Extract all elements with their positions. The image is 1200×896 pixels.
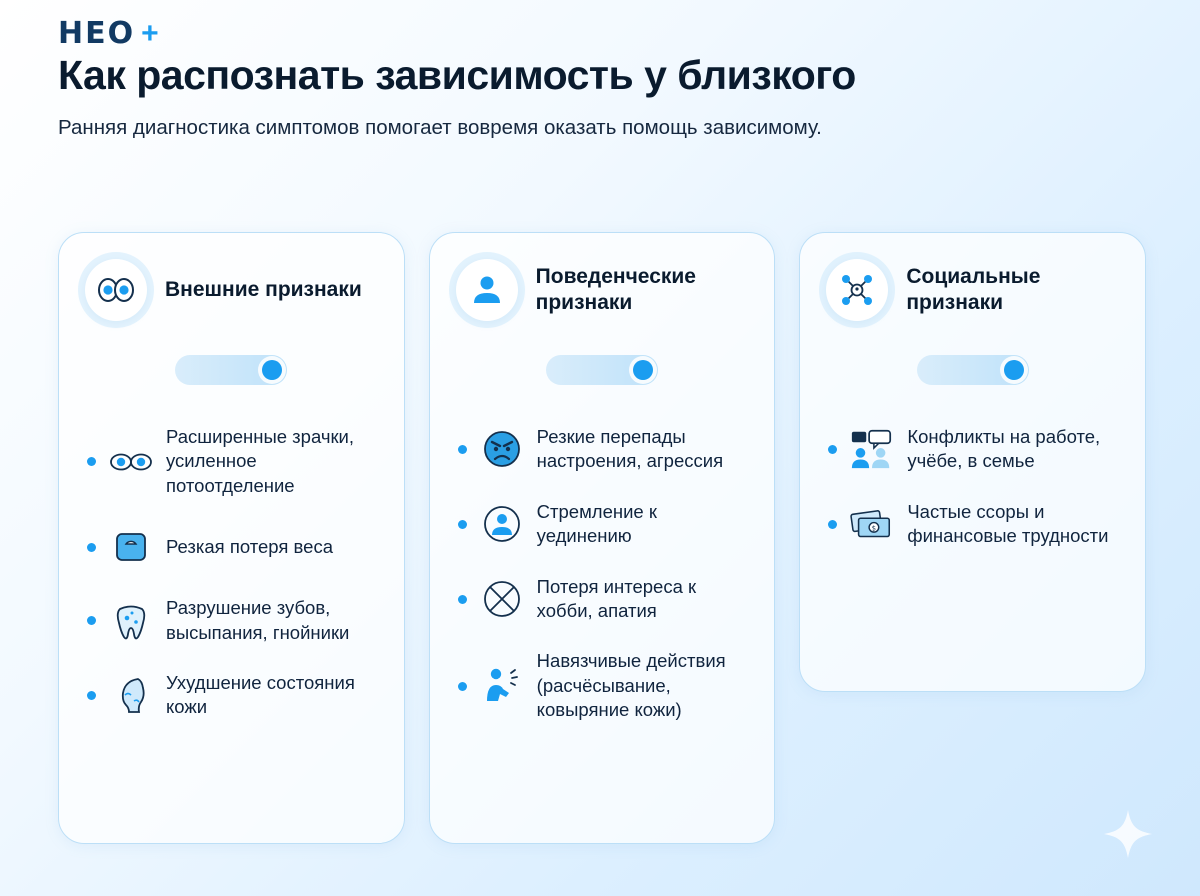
progress-toggle[interactable] [917, 355, 1029, 385]
page-subtitle: Ранняя диагностика симптомов помогает вовремя оказать помощь зависимому. [58, 116, 822, 140]
face-skin-icon [108, 672, 154, 718]
list-item [456, 649, 749, 722]
sparkle-icon [1102, 808, 1154, 860]
decayed-tooth-icon [108, 598, 154, 644]
bullet-icon [87, 691, 96, 700]
card-header [826, 259, 1119, 321]
bullet-icon [458, 520, 467, 529]
card-external-signs [58, 232, 405, 844]
bullet-icon [458, 595, 467, 604]
list-item-text: Разрушение зубов, высыпания, гнойники [166, 597, 350, 643]
card-header [85, 259, 378, 321]
toggle-row [456, 355, 749, 385]
signs-list [826, 425, 1119, 549]
list-item [826, 425, 1119, 474]
list-item-text: Ухудшение состояния кожи [166, 672, 355, 718]
brand-name: HEO [58, 16, 136, 51]
list-item [85, 524, 378, 570]
brand-logo [58, 16, 159, 51]
page-header [58, 52, 1158, 143]
bullet-icon [828, 445, 837, 454]
list-item-text: Конфликты на работе, учёбе, в семье [907, 426, 1101, 472]
card-header [456, 259, 749, 321]
money-icon [849, 501, 895, 547]
svg-text:$: $ [872, 524, 877, 533]
bullet-icon [87, 457, 96, 466]
card-behavioral-signs [429, 232, 776, 844]
lonely-person-icon [479, 501, 525, 547]
list-item [456, 575, 749, 624]
crossed-circle-icon [479, 576, 525, 622]
toggle-row [85, 355, 378, 385]
list-item-text: Резкие перепады настроения, агрессия [536, 426, 724, 472]
page-title: Как распознать зависимость у близкого [58, 52, 856, 98]
signs-list [456, 425, 749, 723]
list-item-text: Потеря интереса к хобби, апатия [536, 575, 697, 622]
list-item [826, 500, 1119, 549]
list-item-text: Резкая потеря веса [166, 536, 333, 558]
list-item [85, 671, 378, 720]
toggle-row [826, 355, 1119, 385]
list-item [456, 425, 749, 474]
card-title: Поведенческие признаки [535, 264, 696, 314]
dilated-pupils-icon [108, 439, 154, 485]
progress-toggle[interactable] [175, 355, 287, 385]
bullet-icon [87, 616, 96, 625]
list-item-text: Расширенные зрачки, усиленное потоотделение [166, 426, 355, 496]
weight-scale-icon [108, 524, 154, 570]
list-item-text: Частые ссоры и финансовые трудности [907, 500, 1109, 547]
signs-list [85, 425, 378, 720]
brand-plus: + [141, 16, 159, 50]
progress-toggle[interactable] [546, 355, 658, 385]
bullet-icon [458, 682, 467, 691]
card-title: Социальные признаки [906, 264, 1041, 314]
list-item [85, 425, 378, 498]
card-title: Внешние признаки [165, 277, 362, 301]
cards-container [58, 232, 1146, 844]
list-item-text: Навязчивые действия (расчёсывание, ковыряние кожи) [536, 650, 726, 721]
card-social-signs [799, 232, 1146, 692]
eyes-icon [85, 259, 147, 321]
bullet-icon [87, 543, 96, 552]
angry-face-icon [479, 426, 525, 472]
scratching-person-icon [479, 663, 525, 709]
conflict-people-icon [849, 426, 895, 472]
bullet-icon [458, 445, 467, 454]
list-item [456, 500, 749, 549]
list-item [85, 596, 378, 645]
person-icon [456, 259, 518, 321]
bullet-icon [828, 520, 837, 529]
network-icon [826, 259, 888, 321]
list-item-text: Стремление к уединению [536, 500, 657, 547]
